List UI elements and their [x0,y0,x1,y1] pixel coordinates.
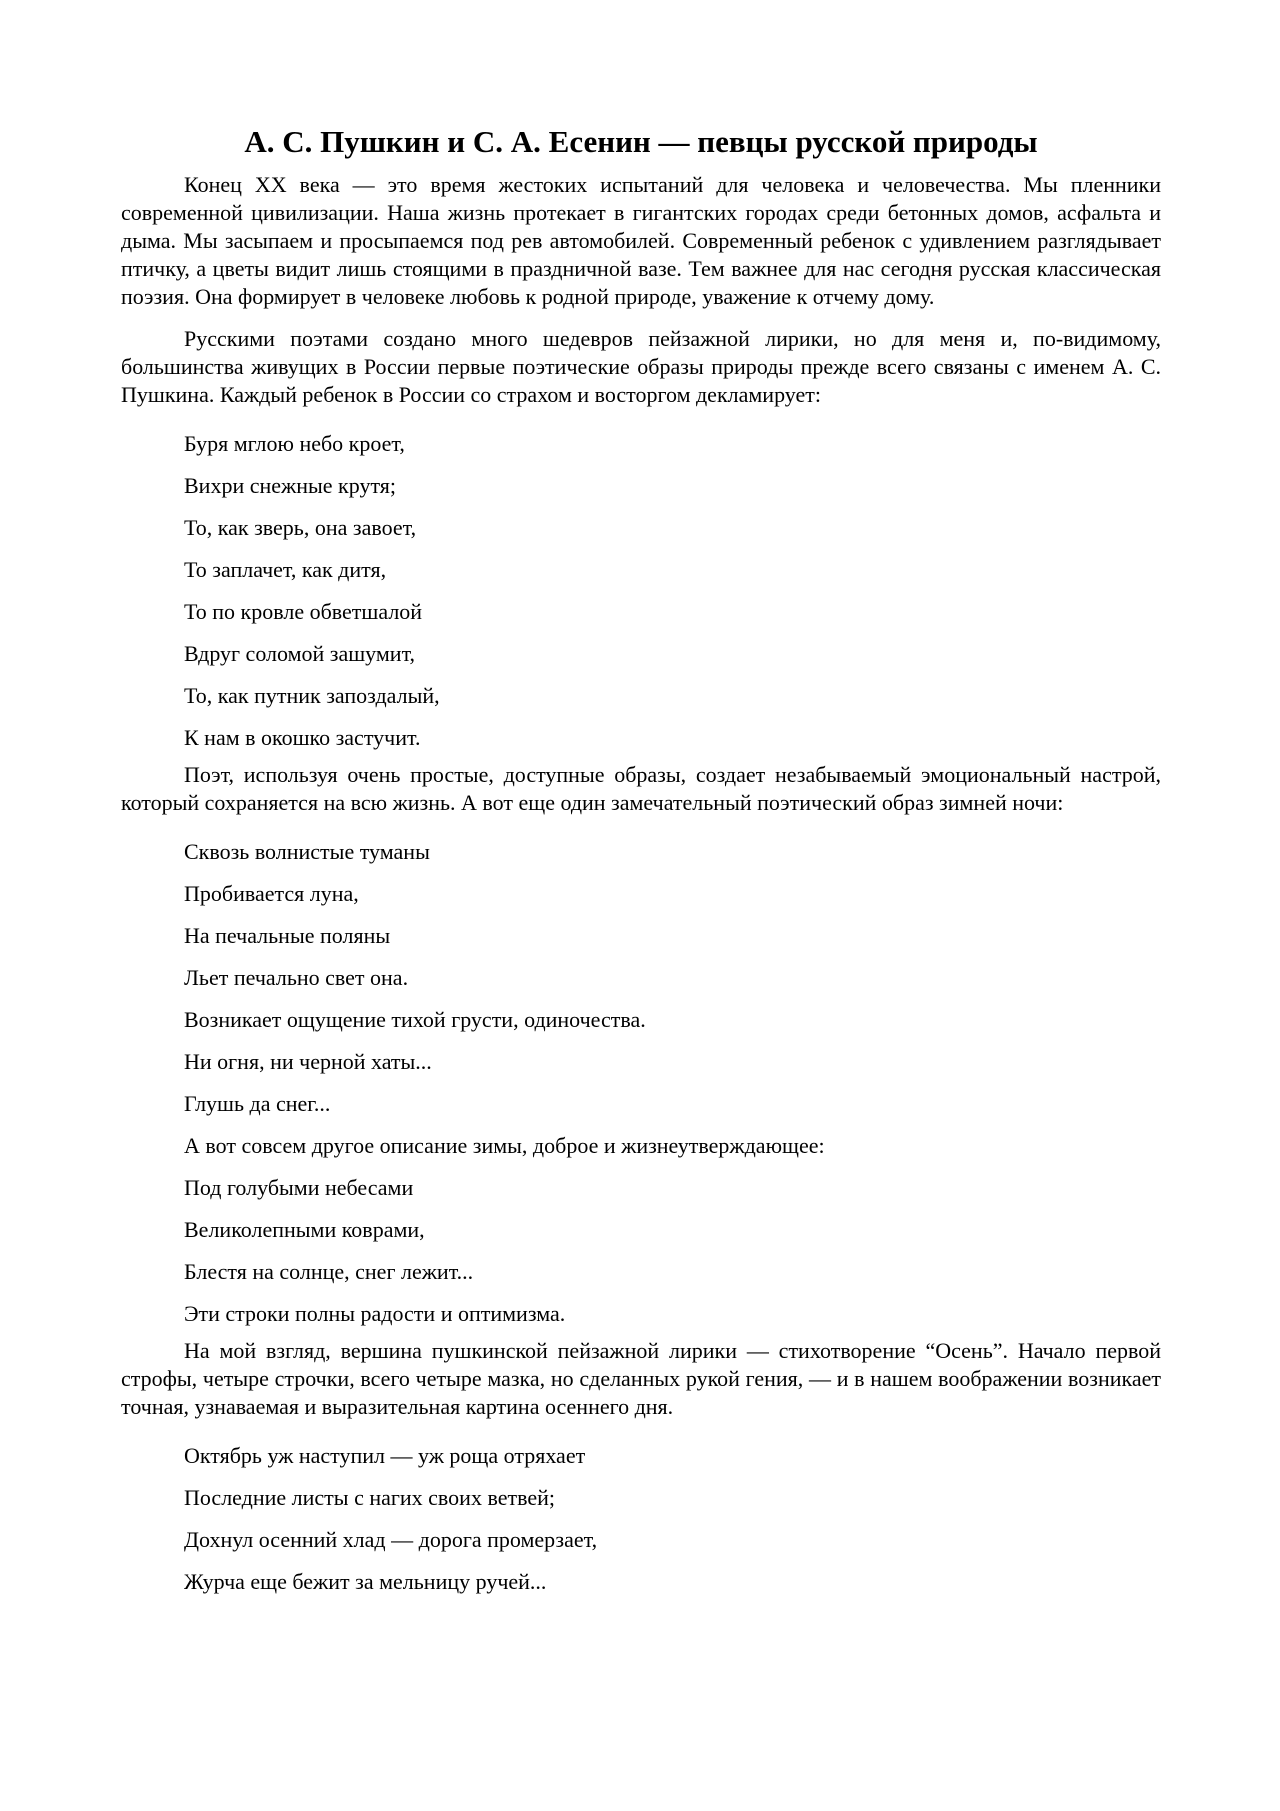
verse-line: Сквозь волнистые туманы [184,839,430,864]
verse-line: Вдруг соломой зашумит, [184,641,416,666]
verse-line: То заплачет, как дитя, [184,557,387,582]
verse-line: Великолепными коврами, [184,1217,425,1242]
verse-line: То, как зверь, она завоет, [184,515,417,540]
verse-line: Пробивается луна, [184,881,359,906]
verse-line: А вот совсем другое описание зимы, доброе и жизнеутверждающее: [184,1133,825,1158]
verse-line: На печальные поляны [184,923,391,948]
document-body [121,120,1161,1605]
verse-line: Последние листы с нагих своих ветвей; [184,1485,555,1510]
paragraph: На мой взгляд, вершина пушкинской пейзажной лирики — стихотворение “Осень”. Начало первой строфы, четыре строчки, всего четыре мазка, но сделанных рукой гения, — и в нашем воображении возникает точная, узнаваемая и выразительная картина осеннего дня. [121,1338,1161,1419]
verse-line: К нам в окошко застучит. [184,725,421,750]
verse-line: Блестя на солнце, снег лежит... [184,1259,474,1284]
verse-line: Глушь да снег... [184,1091,331,1116]
paragraph: Русскими поэтами создано много шедевров пейзажной лирики, но для меня и, по-видимому, большинства живущих в России первые поэтические образы природы прежде всего связаны с именем А. С. Пушкина. Каждый ребенок в России со страхом и восторгом декламирует: [121,326,1161,407]
verse-line: Дохнул осенний хлад — дорога промерзает, [184,1527,598,1552]
paragraph: Поэт, используя очень простые, доступные образы, создает незабываемый эмоциональный настрой, который сохраняется на всю жизнь. А вот еще один замечательный поэтический образ зимней ночи: [121,762,1161,815]
verse-line: Льет печально свет она. [184,965,409,990]
verse-line: Вихри снежные крутя; [184,473,396,498]
verse-line: То по кровле обветшалой [184,599,423,624]
verse-line: Журча еще бежит за мельницу ручей... [184,1569,547,1594]
verse-line: Эти строки полны радости и оптимизма. [184,1301,566,1326]
verse-line: Октябрь уж наступил — уж роща отряхает [184,1443,586,1468]
verse-line: Буря мглою небо кроет, [184,431,405,456]
verse-line: Возникает ощущение тихой грусти, одиночества. [184,1007,646,1032]
verse-line: Ни огня, ни черной хаты... [184,1049,432,1074]
verse-line: Под голубыми небесами [184,1175,414,1200]
verse-line: То, как путник запоздалый, [184,683,440,708]
paragraph: Конец XX века — это время жестоких испытаний для человека и человечества. Мы пленники современной цивилизации. Наша жизнь протекает в гигантских городах среди бетонных домов, асфальта и дыма. Мы засыпаем и просыпаемся под рев автомобилей. Современный ребенок с удивлением разглядывает птичку, а цветы видит лишь стоящими в праздничной вазе. Тем важнее для нас сегодня русская классическая поэзия. Она формирует в человеке любовь к родной природе, уважение к отчему дому. [121,172,1161,309]
document-title: А. С. Пушкин и С. А. Есенин — певцы русской природы [244,124,1038,159]
